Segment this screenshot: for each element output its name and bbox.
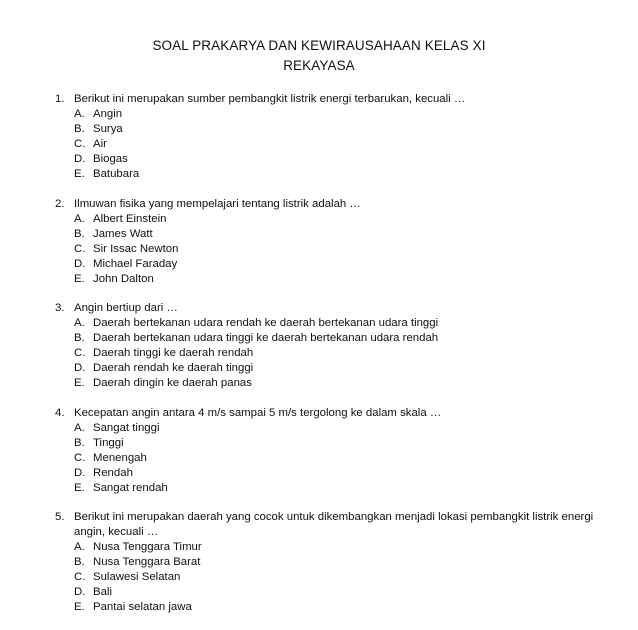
- option-c: [74, 242, 615, 257]
- option-list: [55, 212, 615, 287]
- question-text: Ilmuwan fisika yang mempelajari tentang listrik adalah …: [74, 197, 361, 210]
- option-letter: E.: [74, 377, 85, 390]
- option-text: Angin: [93, 108, 123, 120]
- option-letter: A.: [74, 212, 85, 225]
- option-text: Albert Einstein: [93, 212, 167, 225]
- option-text: Biogas: [93, 153, 128, 165]
- option-letter: D.: [74, 153, 86, 165]
- option-text: Rendah: [93, 466, 133, 479]
- question-number: 5.: [55, 511, 65, 524]
- question-number: 2.: [55, 197, 65, 210]
- option-e: [74, 272, 615, 287]
- option-letter: E.: [74, 481, 85, 494]
- option-c: [74, 451, 615, 466]
- option-letter: A.: [74, 541, 85, 554]
- option-a: [74, 316, 615, 331]
- option-letter: C.: [74, 347, 86, 360]
- question-stem: [55, 197, 615, 212]
- option-b: [74, 555, 615, 570]
- option-letter: A.: [74, 317, 85, 330]
- option-letter: B.: [74, 123, 85, 135]
- option-list: [55, 540, 615, 615]
- question-number: 1.: [55, 93, 65, 105]
- question-stem: [55, 301, 615, 316]
- question-number: 4.: [55, 406, 65, 419]
- option-d: [74, 361, 615, 376]
- question-5: [55, 510, 615, 615]
- option-e: [74, 481, 615, 496]
- option-letter: C.: [74, 571, 86, 584]
- option-d: [74, 257, 615, 272]
- option-text: Nusa Tenggara Timur: [93, 541, 202, 554]
- option-text: Daerah tinggi ke daerah rendah: [93, 347, 254, 360]
- question-text: Berikut ini merupakan sumber pembangkit listrik energi terbarukan, kecuali …: [74, 93, 466, 105]
- option-letter: E.: [74, 272, 85, 285]
- option-text: Daerah bertekanan udara tinggi ke daerah bertekanan udara rendah: [93, 332, 439, 345]
- option-list: [55, 316, 615, 391]
- option-e: [74, 167, 615, 182]
- option-text: Menengah: [93, 451, 147, 464]
- option-letter: D.: [74, 586, 86, 599]
- option-b: [74, 331, 615, 346]
- option-text: Sangat tinggi: [93, 421, 160, 434]
- option-letter: D.: [74, 466, 86, 479]
- question-text: Kecepatan angin antara 4 m/s sampai 5 m/s tergolong ke dalam skala …: [74, 406, 442, 419]
- option-a: [74, 107, 615, 122]
- option-letter: D.: [74, 362, 86, 375]
- option-b: [74, 227, 615, 242]
- document-header: [0, 36, 638, 76]
- option-list: [55, 107, 615, 182]
- option-letter: E.: [74, 168, 85, 180]
- question-stem: [55, 510, 615, 540]
- option-b: [74, 436, 615, 451]
- option-text: Sangat rendah: [93, 481, 168, 494]
- option-text: Pantai selatan jawa: [93, 601, 192, 614]
- option-d: [74, 152, 615, 167]
- question-stem: [55, 406, 615, 421]
- option-text: Michael Faraday: [93, 257, 178, 270]
- option-text: Tinggi: [93, 436, 124, 449]
- option-letter: B.: [74, 227, 85, 240]
- option-text: James Watt: [93, 227, 153, 240]
- option-text: Batubara: [93, 168, 140, 180]
- option-d: [74, 585, 615, 600]
- option-text: Bali: [93, 586, 112, 599]
- question-3: [55, 301, 615, 391]
- option-text: Daerah bertekanan udara rendah ke daerah bertekanan udara tinggi: [93, 317, 439, 330]
- question-1: [55, 92, 615, 182]
- option-c: [74, 570, 615, 585]
- document-title: SOAL PRAKARYA DAN KEWIRAUSAHAAN KELAS XI: [152, 38, 486, 53]
- option-e: [74, 600, 615, 615]
- option-text: Daerah rendah ke daerah tinggi: [93, 362, 254, 375]
- option-text: Surya: [93, 123, 123, 135]
- question-stem: [55, 92, 615, 107]
- question-number: 3.: [55, 302, 65, 315]
- question-text: Berikut ini merupakan daerah yang cocok untuk dikembangkan menjadi lokasi pembangkit listrik energi angin, kecuali …: [74, 511, 594, 539]
- option-c: [74, 346, 615, 361]
- option-letter: A.: [74, 108, 85, 120]
- option-a: [74, 212, 615, 227]
- option-text: John Dalton: [93, 272, 154, 285]
- option-list: [55, 421, 615, 496]
- option-text: Air: [93, 138, 107, 150]
- document-subtitle: REKAYASA: [283, 58, 355, 73]
- question-4: [55, 406, 615, 496]
- option-letter: C.: [74, 451, 86, 464]
- option-text: Nusa Tenggara Barat: [93, 556, 201, 569]
- option-letter: B.: [74, 436, 85, 449]
- option-letter: A.: [74, 421, 85, 434]
- option-a: [74, 421, 615, 436]
- option-c: [74, 137, 615, 152]
- option-text: Sulawesi Selatan: [93, 571, 181, 584]
- option-e: [74, 376, 615, 391]
- option-b: [74, 122, 615, 137]
- option-text: Sir Issac Newton: [93, 242, 179, 255]
- option-letter: C.: [74, 138, 86, 150]
- question-text: Angin bertiup dari …: [74, 302, 178, 315]
- question-list: [55, 92, 615, 630]
- option-a: [74, 540, 615, 555]
- option-letter: E.: [74, 601, 85, 614]
- option-letter: B.: [74, 556, 85, 569]
- option-letter: D.: [74, 257, 86, 270]
- question-2: [55, 197, 615, 287]
- option-d: [74, 466, 615, 481]
- option-text: Daerah dingin ke daerah panas: [93, 377, 252, 390]
- option-letter: C.: [74, 242, 86, 255]
- option-letter: B.: [74, 332, 85, 345]
